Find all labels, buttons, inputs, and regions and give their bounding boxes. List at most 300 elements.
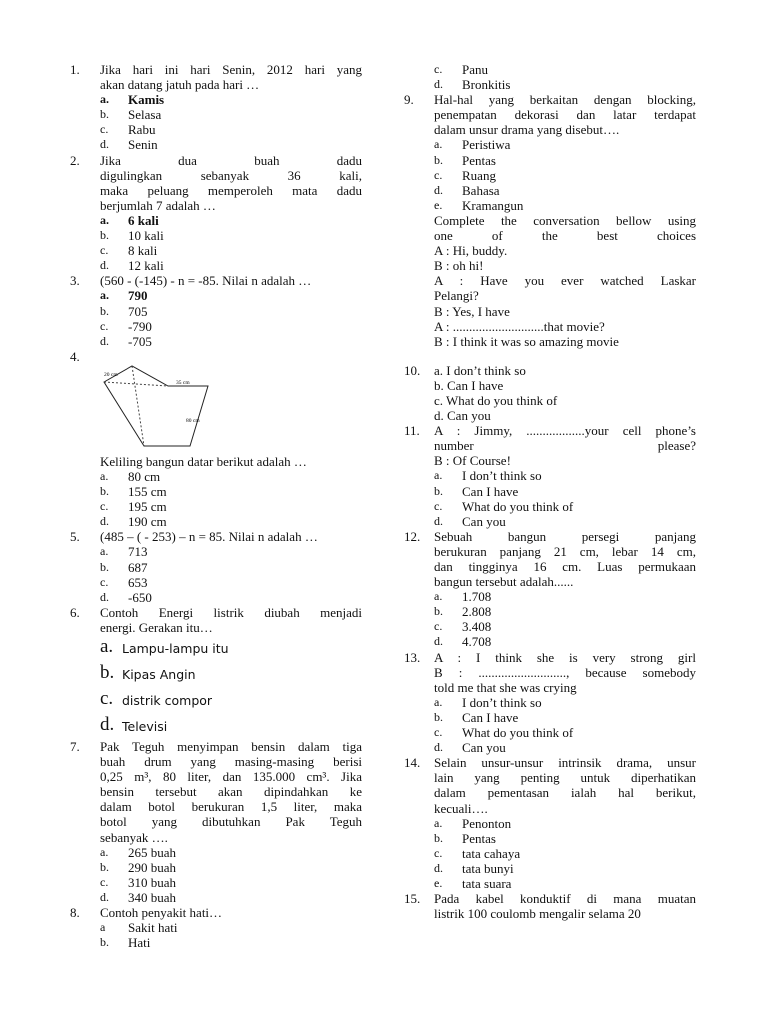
question-line: berjumlah 7 adalah … xyxy=(100,197,216,213)
question-15 xyxy=(404,891,696,921)
option-b[interactable] xyxy=(434,484,696,499)
option-text: tata suara xyxy=(462,875,512,891)
option-c[interactable] xyxy=(100,122,362,137)
question-row xyxy=(70,739,362,845)
option-text: Kamis xyxy=(128,92,165,108)
question-number: 2. xyxy=(70,152,80,168)
option-text: Kipas Angin xyxy=(122,667,196,682)
question-line: B : Of Course! xyxy=(434,453,511,469)
option-text: -705 xyxy=(128,333,152,349)
option-b[interactable] xyxy=(100,935,362,950)
question-4 xyxy=(70,349,362,530)
option-text: 290 buah xyxy=(128,859,177,875)
question-text xyxy=(100,62,362,92)
question-row xyxy=(404,92,696,137)
option-letter: a. xyxy=(434,468,443,483)
option-text: 340 buah xyxy=(128,889,177,905)
option-text: 653 xyxy=(128,574,148,590)
question-13 xyxy=(404,650,696,756)
right-column xyxy=(404,62,696,921)
options-list xyxy=(404,816,696,891)
question-line: told me that she was crying xyxy=(434,679,577,695)
option-letter: b. xyxy=(100,935,109,950)
figure-label-l1: 20 cm xyxy=(104,371,118,378)
options-list xyxy=(70,635,362,739)
question-line: A : Hi, buddy. xyxy=(434,243,508,259)
question-row xyxy=(70,62,362,92)
option-c[interactable] xyxy=(100,875,362,890)
option-c[interactable] xyxy=(434,619,696,634)
option-text: distrik compor xyxy=(122,693,213,708)
option-letter: c. xyxy=(100,243,109,258)
option-b[interactable] xyxy=(434,604,696,619)
option-letter: d. xyxy=(100,514,109,529)
question-10 xyxy=(404,363,696,423)
option-letter: d. xyxy=(100,333,109,348)
question-row xyxy=(70,905,362,920)
option-text: 265 buah xyxy=(128,844,177,860)
option-b[interactable] xyxy=(100,484,362,499)
option-letter: a. xyxy=(100,468,109,483)
question-row xyxy=(404,213,696,349)
question-row xyxy=(404,891,696,921)
question-number: 9. xyxy=(404,92,414,108)
question-2 xyxy=(70,153,362,274)
option-text: 705 xyxy=(128,303,148,319)
option-c[interactable] xyxy=(100,319,362,334)
option-b[interactable] xyxy=(434,153,696,168)
option-letter: b. xyxy=(434,604,443,619)
question-line: A : Have you ever watched Laskar xyxy=(434,273,696,289)
option-b[interactable] xyxy=(434,831,696,846)
options-list xyxy=(70,288,362,348)
question-line: (485 – ( - 253) – n = 85. Nilai n adalah … xyxy=(100,529,318,545)
option-a[interactable] xyxy=(434,589,696,604)
question-1 xyxy=(70,62,362,153)
option-c[interactable] xyxy=(100,575,362,590)
question-5 xyxy=(70,529,362,604)
question-right-0 xyxy=(404,62,696,92)
question-row xyxy=(404,650,696,695)
option-letter: d. xyxy=(100,589,109,604)
question-text xyxy=(434,650,696,695)
option-text: Ruang xyxy=(462,167,496,183)
option-d[interactable] xyxy=(100,137,362,152)
option-letter: b. xyxy=(434,709,443,724)
option-letter: b. xyxy=(100,662,115,683)
option-letter: c. xyxy=(100,122,109,137)
figure-label-l3: 80 cm xyxy=(186,417,200,424)
question-14 xyxy=(404,755,696,891)
option-letter: c. xyxy=(434,167,443,182)
question-line: number please? xyxy=(434,438,696,454)
question-text xyxy=(100,905,362,920)
question-line: Jika dua buah dadu xyxy=(100,152,362,168)
option-a[interactable] xyxy=(100,213,362,228)
options-list xyxy=(70,544,362,604)
question-line: a. I don’t think so xyxy=(434,362,526,378)
option-b[interactable] xyxy=(100,560,362,575)
option-text: Pentas xyxy=(462,152,496,168)
question-text xyxy=(434,92,696,137)
option-letter: d. xyxy=(100,137,109,152)
option-a[interactable] xyxy=(100,635,362,661)
question-line: bensin tersebut akan dipindahkan ke xyxy=(100,784,362,800)
option-letter: d. xyxy=(434,860,443,875)
option-d[interactable] xyxy=(434,514,696,529)
option-letter: b. xyxy=(434,483,443,498)
diagonal-horizontal xyxy=(104,382,168,386)
option-text: tata cahaya xyxy=(462,845,521,861)
question-line: dan tingginya 16 cm. Luas permukaan xyxy=(434,559,696,574)
option-a[interactable] xyxy=(434,695,696,710)
options-list xyxy=(70,469,362,529)
question-number: 13. xyxy=(404,649,421,665)
question-row xyxy=(70,605,362,635)
option-letter: b. xyxy=(434,152,443,167)
question-line: penempatan dekorasi dan latar terdapat xyxy=(434,107,696,123)
option-text: 80 cm xyxy=(128,468,161,484)
option-text: Pentas xyxy=(462,830,496,846)
question-text xyxy=(434,423,696,468)
option-d[interactable] xyxy=(434,183,696,198)
option-a[interactable] xyxy=(434,816,696,831)
option-letter: a. xyxy=(100,92,109,107)
question-line: B : I think it was so amazing movie xyxy=(434,333,619,349)
question-number: 8. xyxy=(70,905,80,921)
option-text: Peristiwa xyxy=(462,137,511,153)
option-letter: b. xyxy=(100,228,109,243)
question-text xyxy=(434,213,696,349)
option-d[interactable] xyxy=(100,258,362,273)
question-row xyxy=(70,273,362,288)
question-line: (560 - (-145) - n = -85. Nilai n adalah … xyxy=(100,273,312,289)
option-text: 155 cm xyxy=(128,484,167,500)
option-letter: c. xyxy=(100,688,114,709)
question-line: dalam unsur drama yang disebut…. xyxy=(434,122,620,138)
option-a[interactable] xyxy=(100,469,362,484)
option-letter: a. xyxy=(100,288,109,303)
question-right-2 xyxy=(404,213,696,349)
question-number: 10. xyxy=(404,362,421,378)
question-line: akan datang jatuh pada hari … xyxy=(100,77,260,93)
question-row xyxy=(70,153,362,213)
question-line: Contoh penyakit hati… xyxy=(100,905,223,921)
question-number: 1. xyxy=(70,62,80,77)
question-number: 11. xyxy=(404,423,420,439)
option-c[interactable] xyxy=(100,687,362,713)
option-text: Bronkitis xyxy=(462,77,511,93)
question-8 xyxy=(70,905,362,950)
question-number: 4. xyxy=(70,348,80,364)
option-a[interactable] xyxy=(100,92,362,107)
option-letter: a. xyxy=(100,636,114,657)
question-line: B : Yes, I have xyxy=(434,303,510,319)
option-b[interactable] xyxy=(100,860,362,875)
option-letter: a. xyxy=(434,589,443,604)
options-list xyxy=(404,62,696,92)
option-letter: b. xyxy=(100,107,109,122)
option-letter: b. xyxy=(100,559,109,574)
question-row xyxy=(404,423,696,468)
question-line: maka peluang memperoleh mata dadu xyxy=(100,182,362,198)
question-text xyxy=(100,349,362,364)
diagonal-vertical xyxy=(132,366,144,446)
option-text: Can I have xyxy=(462,483,519,499)
option-text: 6 kali xyxy=(128,212,159,228)
question-line: Contoh Energi listrik diubah menjadi xyxy=(100,604,362,620)
question-line: Sebuah bangun persegi panjang xyxy=(434,528,696,544)
option-letter: e. xyxy=(434,875,443,890)
question-text xyxy=(100,605,362,635)
option-text: Panu xyxy=(462,62,488,77)
option-text: -650 xyxy=(128,589,152,605)
option-letter: d. xyxy=(100,714,115,735)
options-list xyxy=(404,468,696,528)
question-line: b. Can I have xyxy=(434,377,504,393)
option-letter: a. xyxy=(434,815,443,830)
left-column xyxy=(70,62,362,950)
option-text: Selasa xyxy=(128,107,162,123)
kite-outline xyxy=(104,366,208,446)
option-a[interactable] xyxy=(100,845,362,860)
question-number xyxy=(404,213,434,349)
option-d[interactable] xyxy=(434,740,696,755)
option-text: I don’t think so xyxy=(462,468,542,484)
option-letter: a. xyxy=(100,544,109,559)
option-text: What do you think of xyxy=(462,725,574,741)
question-number: 7. xyxy=(70,739,80,754)
option-text: Can you xyxy=(462,740,506,756)
option-letter: d. xyxy=(434,740,443,755)
option-e[interactable] xyxy=(434,876,696,891)
option-text: 713 xyxy=(128,544,148,560)
option-letter: a. xyxy=(434,137,443,152)
question-line: berukuran panjang 21 cm, lebar 14 cm, xyxy=(434,543,696,559)
option-text: 4.708 xyxy=(462,634,492,650)
option-letter: d. xyxy=(434,634,443,649)
question-line: dalam botol berukuran 1,5 liter, maka xyxy=(100,799,362,815)
option-letter: a. xyxy=(434,694,443,709)
question-line: Hal-hal yang berkaitan dengan blocking, xyxy=(434,92,696,108)
option-text: 10 kali xyxy=(128,228,164,244)
option-e[interactable] xyxy=(434,198,696,213)
question-line: lain yang penting untuk diperhatikan xyxy=(434,770,696,786)
option-c[interactable] xyxy=(434,499,696,514)
option-letter: c. xyxy=(434,619,443,634)
option-text: Bahasa xyxy=(462,182,500,198)
question-text xyxy=(100,153,362,213)
option-text: Hati xyxy=(128,935,151,951)
options-list xyxy=(404,137,696,212)
option-a[interactable] xyxy=(434,137,696,152)
question-text xyxy=(434,755,696,815)
option-text: 790 xyxy=(128,288,148,304)
options-list xyxy=(70,920,362,950)
option-letter: c. xyxy=(434,498,443,513)
option-text: 687 xyxy=(128,559,148,575)
question-number: 3. xyxy=(70,273,80,289)
option-letter: d. xyxy=(434,513,443,528)
option-d[interactable] xyxy=(434,861,696,876)
question-line: dalam pementasan ialah hal berikut, xyxy=(434,785,696,801)
question-text xyxy=(434,529,696,589)
option-c[interactable] xyxy=(100,243,362,258)
option-letter: c. xyxy=(434,845,443,860)
option-text: Senin xyxy=(128,137,158,153)
question-line: buah drum yang masing-masing berisi xyxy=(100,754,362,770)
question-line: bangun tersebut adalah...... xyxy=(434,574,574,590)
option-text: Can you xyxy=(462,513,506,529)
option-letter: a. xyxy=(100,844,109,859)
question-line: Keliling bangun datar berikut adalah … xyxy=(100,453,307,469)
question-line: A : Jimmy, ..................your cell phone’s xyxy=(434,423,696,439)
question-line: sebanyak …. xyxy=(100,829,168,845)
option-a[interactable] xyxy=(100,544,362,559)
option-c[interactable] xyxy=(434,846,696,861)
option-text: 1.708 xyxy=(462,589,492,605)
question-number: 14. xyxy=(404,755,421,771)
question-text xyxy=(434,891,696,921)
question-6 xyxy=(70,605,362,739)
option-text: Can I have xyxy=(462,709,519,725)
options-list xyxy=(70,92,362,152)
question-line: c. What do you think of xyxy=(434,392,558,408)
question-number: 12. xyxy=(404,528,421,544)
option-a[interactable] xyxy=(100,288,362,303)
option-text: Sakit hati xyxy=(128,920,178,936)
option-b[interactable] xyxy=(434,710,696,725)
option-d[interactable] xyxy=(434,634,696,649)
question-row xyxy=(70,529,362,544)
question-row xyxy=(404,363,696,423)
question-line: one of the best choices xyxy=(434,228,696,244)
question-line: A : ............................that movie? xyxy=(434,318,605,334)
option-c[interactable] xyxy=(100,499,362,514)
option-c[interactable] xyxy=(434,725,696,740)
question-12 xyxy=(404,529,696,650)
option-letter: a. xyxy=(100,212,109,227)
question-row xyxy=(404,755,696,815)
option-letter: d. xyxy=(100,889,109,904)
kite-figure xyxy=(100,364,210,454)
option-letter: c. xyxy=(100,574,109,589)
question-line: botol yang dibutuhkan Pak Teguh xyxy=(100,814,362,830)
option-letter: a xyxy=(100,920,106,935)
question-line: Pada kabel konduktif di mana muatan xyxy=(434,891,696,907)
question-row xyxy=(404,529,696,589)
option-d[interactable] xyxy=(100,514,362,529)
option-letter: d. xyxy=(434,77,443,92)
option-d[interactable] xyxy=(100,890,362,905)
option-letter: b. xyxy=(100,303,109,318)
option-text: What do you think of xyxy=(462,498,574,514)
question-number: 15. xyxy=(404,891,421,907)
options-list xyxy=(70,845,362,905)
option-text: Penonton xyxy=(462,815,512,831)
question-text xyxy=(100,529,362,544)
question-line: kecuali…. xyxy=(434,800,488,816)
option-letter: b. xyxy=(100,859,109,874)
option-text: 12 kali xyxy=(128,258,164,274)
option-text: 195 cm xyxy=(128,499,167,515)
question-text xyxy=(434,363,696,423)
options-list xyxy=(404,589,696,649)
question-line: Complete the conversation bellow using xyxy=(434,212,696,228)
option-text: tata bunyi xyxy=(462,860,514,876)
option-a[interactable] xyxy=(434,468,696,483)
option-letter: c. xyxy=(100,499,109,514)
question-line: A : I think she is very strong girl xyxy=(434,649,696,665)
option-letter: b. xyxy=(434,830,443,845)
question-3 xyxy=(70,273,362,348)
question-after-figure xyxy=(100,454,362,469)
option-text: I don’t think so xyxy=(462,694,542,710)
option-d[interactable] xyxy=(100,713,362,739)
option-letter: e. xyxy=(434,197,443,212)
option-c[interactable] xyxy=(434,62,696,77)
option-letter: d. xyxy=(100,258,109,273)
option-d[interactable] xyxy=(100,590,362,605)
question-number: 6. xyxy=(70,604,80,620)
option-letter: c. xyxy=(100,318,109,333)
option-letter: c. xyxy=(100,874,109,889)
options-list xyxy=(404,695,696,755)
question-11 xyxy=(404,423,696,529)
question-line: Pelangi? xyxy=(434,288,479,304)
question-line: B : ..........................., because somebody xyxy=(434,664,696,680)
option-letter: b. xyxy=(100,484,109,499)
figure-label-l2: 35 cm xyxy=(176,379,190,386)
option-text: -790 xyxy=(128,318,152,334)
question-line: energi. Gerakan itu… xyxy=(100,619,213,635)
question-line: Jika hari ini hari Senin, 2012 hari yang xyxy=(100,62,362,77)
question-line: d. Can you xyxy=(434,408,491,424)
option-letter: c. xyxy=(434,725,443,740)
option-b[interactable] xyxy=(100,228,362,243)
option-letter: d. xyxy=(434,182,443,197)
question-line: listrik 100 coulomb mengalir selama 20 xyxy=(434,906,641,922)
option-a[interactable] xyxy=(100,920,362,935)
option-b[interactable] xyxy=(100,107,362,122)
option-text: 2.808 xyxy=(462,604,492,620)
figure-container xyxy=(100,364,210,454)
question-row xyxy=(70,349,362,364)
option-text: 190 cm xyxy=(128,514,167,530)
question-7 xyxy=(70,739,362,905)
question-line: 0,25 m³, 80 liter, dan 135.000 cm³. Jika xyxy=(100,769,362,785)
question-text xyxy=(100,273,362,288)
option-b[interactable] xyxy=(100,304,362,319)
option-text: Rabu xyxy=(128,122,156,138)
option-text: 3.408 xyxy=(462,619,492,635)
option-text: Televisi xyxy=(122,719,168,734)
option-d[interactable] xyxy=(434,77,696,92)
question-line: B : oh hi! xyxy=(434,258,484,274)
option-c[interactable] xyxy=(434,168,696,183)
spacer xyxy=(404,349,696,363)
options-list xyxy=(70,213,362,273)
question-line: Pak Teguh menyimpan bensin dalam tiga xyxy=(100,739,362,754)
question-number: 5. xyxy=(70,529,80,545)
option-d[interactable] xyxy=(100,334,362,349)
question-line: digulingkan sebanyak 36 kali, xyxy=(100,167,362,183)
option-text: Lampu-lampu itu xyxy=(122,641,229,656)
question-9 xyxy=(404,92,696,213)
option-text: 310 buah xyxy=(128,874,177,890)
option-letter: c. xyxy=(434,62,443,76)
option-b[interactable] xyxy=(100,661,362,687)
